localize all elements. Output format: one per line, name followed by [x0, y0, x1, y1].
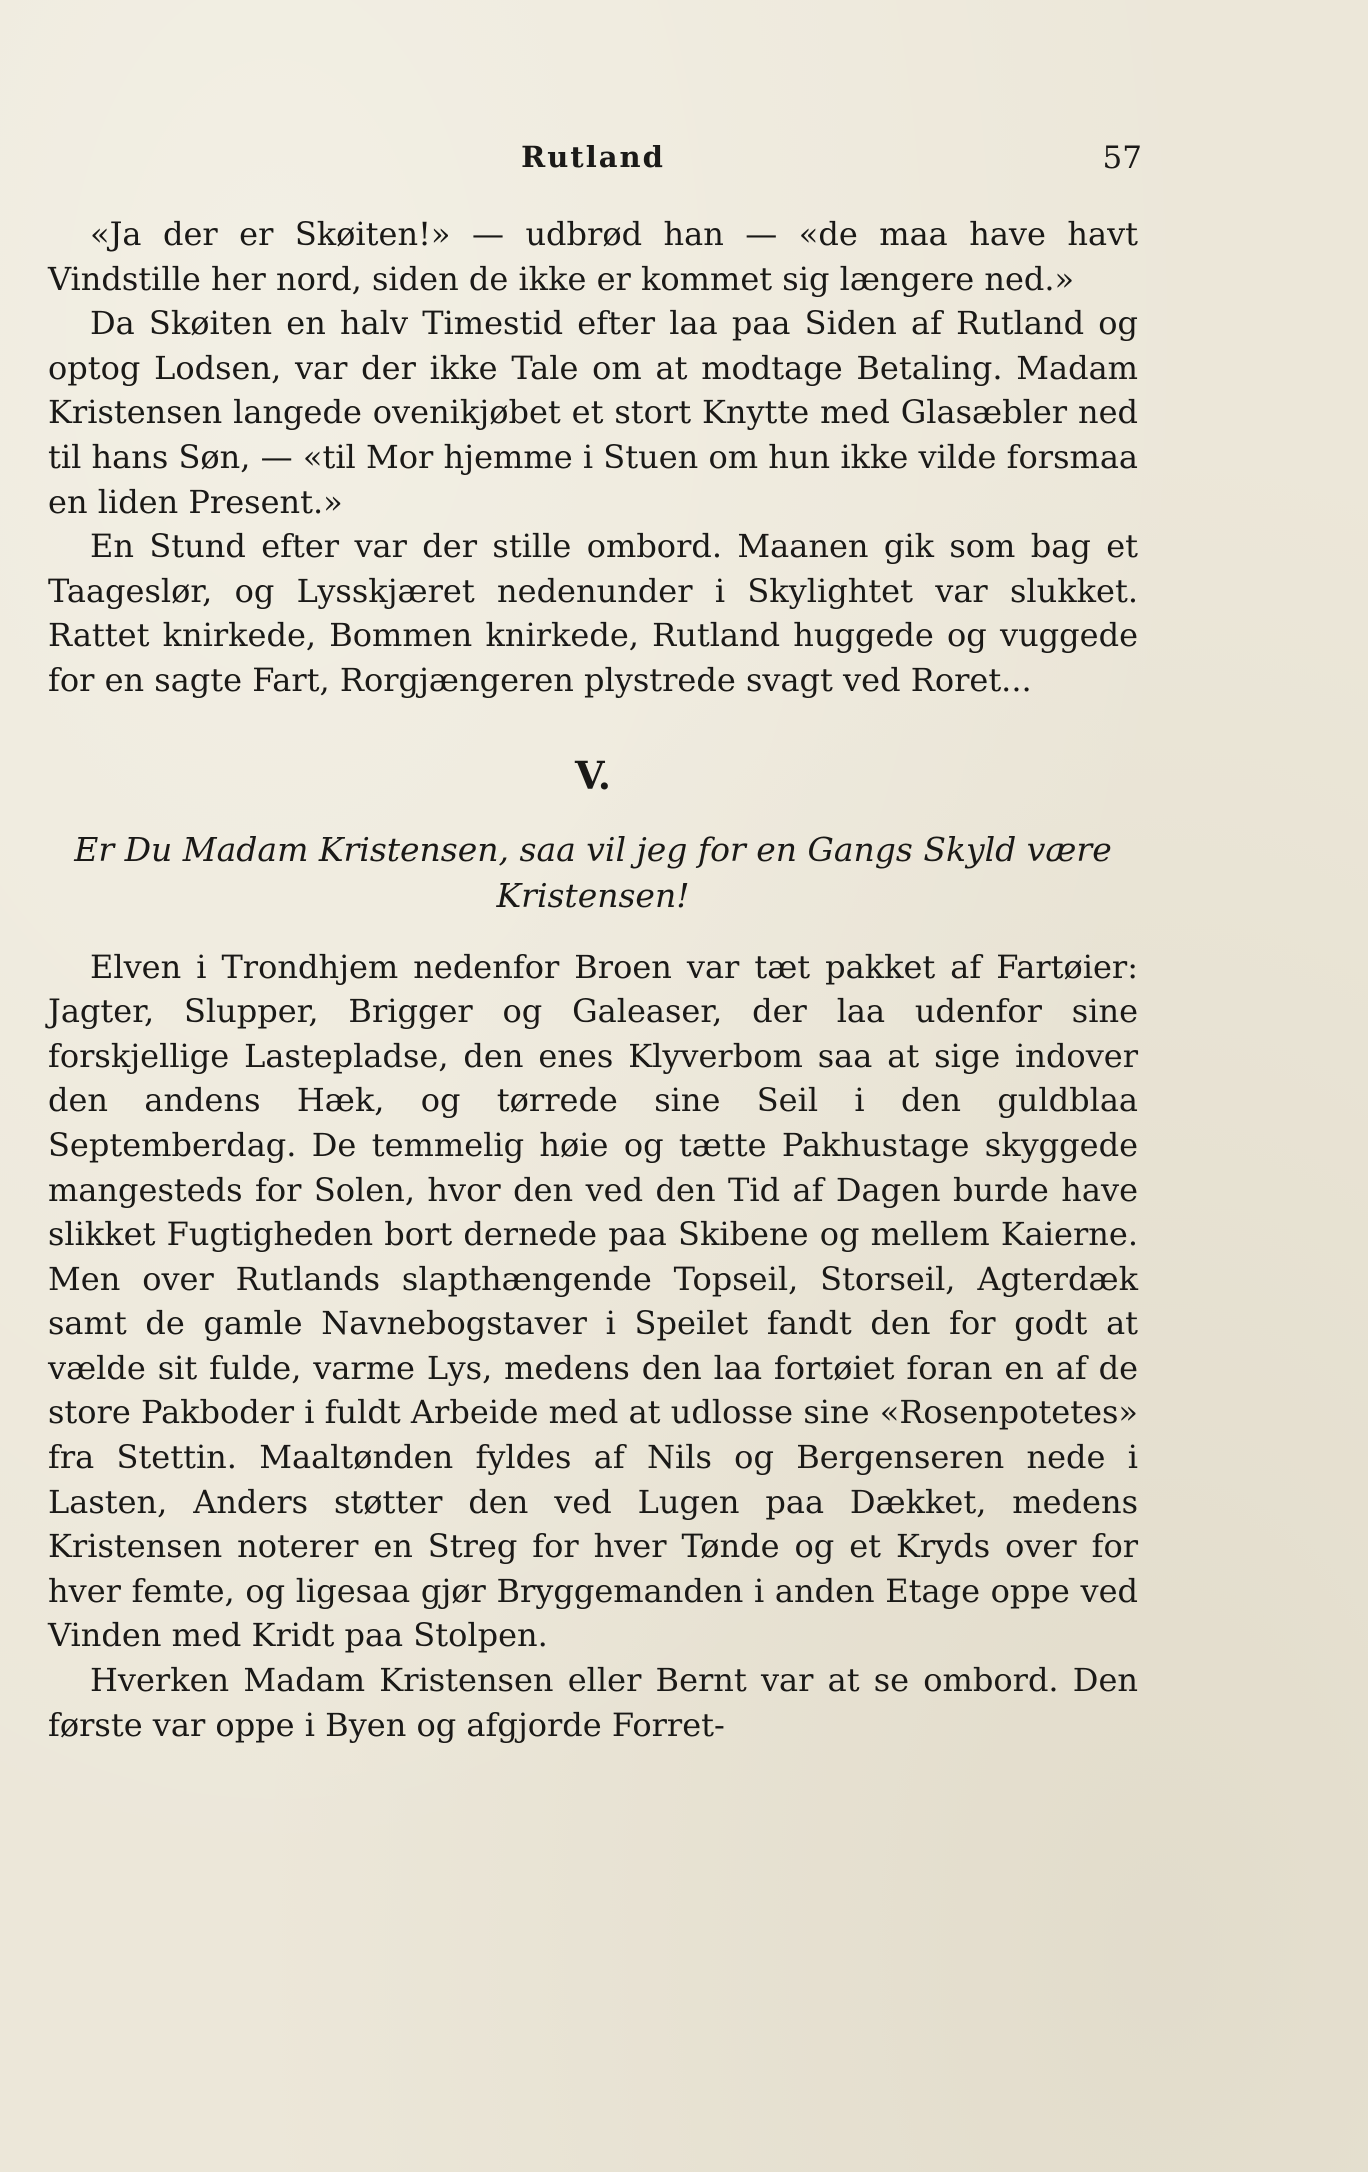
- paragraph: Hverken Madam Kristensen eller Bernt var at se ombord. Den første var oppe i Byen og afgjorde Forret-: [48, 1661, 1138, 1744]
- chapter-number: V.: [574, 752, 612, 798]
- page-number: 57: [1102, 140, 1142, 176]
- running-title: Rutland: [521, 140, 665, 174]
- paragraph: Elven i Trondhjem nedenfor Broen var tæt pakket af Fartøier: Jagter, Slupper, Brigger og Galeaser, der laa udenfor sine forskjellige Lastepladse, den enes Klyverbom saa at sige indover den andens Hæk, og tørrede sine Seil i den guldblaa Septemberdag. De temmelig høie og tætte Pakhustage skyggede mangesteds for Solen, hvor den ved den Tid af Dagen burde have slikket Fugtigheden bort dernede paa Skibene og mellem Kaierne. Men over Rutlands slapthængende Topseil, Storseil, Agterdæk samt de gamle Navnebogstaver i Speilet fandt den for godt at vælde sit fulde, varme Lys, medens den laa fortøiet foran en af de store Pakboder i fuldt Arbeide med at udlosse sine «Rosenpotetes» fra Stettin. Maaltønden fyldes af Nils og Bergenseren nede i Lasten, Anders støtter den ved Lugen paa Dækket, medens Kristensen noterer en Streg for hver Tønde og et Kryds over for hver femte, og ligesaa gjør Bryggemanden i anden Etage oppe ved Vinden med Kridt paa Stolpen.: [48, 947, 1138, 1655]
- paragraph: En Stund efter var der stille ombord. Maanen gik som bag et Taageslør, og Lysskjæret nedenunder i Skylightet var slukket. Rattet knirkede, Bommen knirkede, Rutland huggede og vuggede for en sagte Fart, Rorgjængeren plystrede svagt ved Roret...: [48, 527, 1138, 699]
- paragraph: Da Skøiten en halv Timestid efter laa paa Siden af Rutland og optog Lodsen, var der ikke Tale om at modtage Betaling. Madam Kristensen langede ovenikjøbet et stort Knytte med Glasæbler ned til hans Søn, — «til Mor hjemme i Stuen om hun ikke vilde forsmaa en liden Present.»: [48, 304, 1138, 521]
- page-header: [48, 140, 1142, 184]
- body-text: [48, 212, 1138, 1747]
- paragraph: «Ja der er Skøiten!» — udbrød han — «de maa have havt Vindstille her nord, siden de ikke er kommet sig længere ned.»: [48, 215, 1138, 298]
- chapter-title: Er Du Madam Kristensen, saa vil jeg for en Gangs Skyld være Kristensen!: [74, 829, 1112, 915]
